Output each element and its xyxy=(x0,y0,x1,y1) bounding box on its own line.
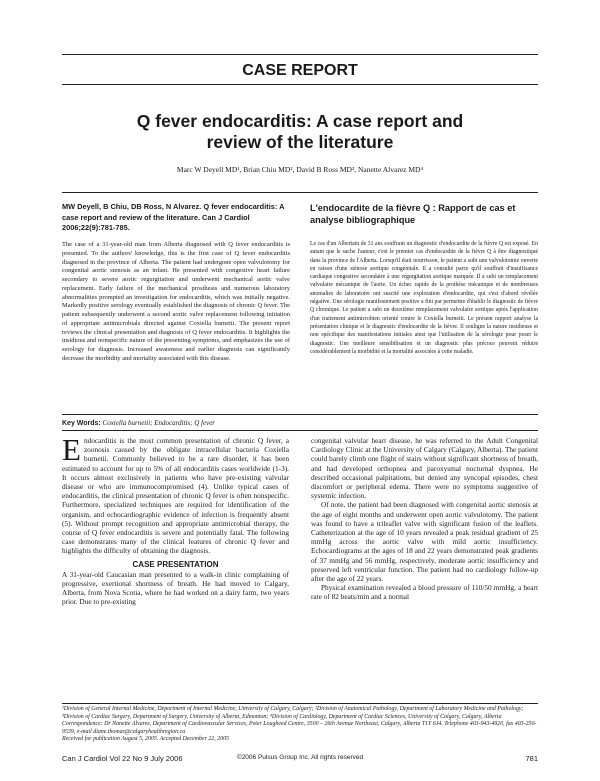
right-paragraph-2: Of note, the patient had been diagnosed with congenital aortic stenosis at the age of eight months and underwent open aortic valvulotomy. The patient was found to have a trileaflet valve with significant fusion of the leaflets. Catheterization at the age of 10 years revealed a peak residual gradient of 25 mmHg across the aortic valve with mild aortic insufficiency. Echocardiograms at the ages of 18 and 22 years demonstrated peak gradients of 37 mmHg and 56 mmHg, respectively, moderate aortic insufficiency and preserved left ventricular function. The patient had no cardiology follow-up after the age of 22 years. xyxy=(311,500,538,584)
right-paragraph-1: congenital valvular heart disease, he was referred to the Adult Congenital Cardiology Clinic at the University of Calgary (Calgary, Alberta). The patient could barely climb one flight of stairs without significant shortness of breath, and had developed orthopnea and paroxysmal nocturnal dyspnea. He described occasional palpitations, but denied any syncopal episodes, chest discomfort or peripheral edema. There were no symptoms suggestive of systemic infection. xyxy=(311,436,538,501)
top-rule xyxy=(62,54,538,55)
case-presentation-heading: CASE PRESENTATION xyxy=(132,559,219,569)
body-column-right xyxy=(311,436,538,602)
footnote-rule xyxy=(62,703,538,704)
intro-text: ndocarditis is the most common presentation of chronic Q fever, a zoonosis caused by the obligate intracellular bacteria Coxiella burnetii. Commonly believed to be a rare disorder, it has been estimated to account for up to 5% of all endocarditis cases worldwide (1-3). It occurs almost exclusively in patients who have pre-existing valvular disease or who are immunocompromised (4). Unlike typical cases of endocarditis, the clinical presentation of chronic Q fever is often nonspecific. Furthermore, specialized techniques are required for identification of the organism, and echocardiographic evidence of infection is frequently absent (5). Without prompt recognition and appropriate antimicrobial therapy, the course of Q fever endocarditis is severe and potentially fatal. The following case demonstrates many of the clinical features of chronic Q fever and highlights the difficulty of obtaining the diagnosis. xyxy=(62,436,289,556)
footnotes xyxy=(62,706,538,744)
citation: MW Deyell, B Chiu, DB Ross, N Alvarez. Q fever endocarditis: A case report and review of the literature. Can J Cardiol 2006;22(9):781-785. xyxy=(62,202,285,233)
correspondence: Correspondence: Dr Nanette Alvarez, Department of Cardiovascular Services, Peter Lougheed Centre, 3500 – 26th Avenue Northeast, Calgary, Alberta T1Y 6J4. Telephone 403-943-4920, fax 403-250-9539, e-mail diane.thomas@calgaryhealthregion.ca xyxy=(62,721,537,735)
keywords xyxy=(62,419,215,427)
keywords-label: Key Words: xyxy=(62,420,101,427)
authors-rule xyxy=(62,192,538,193)
keywords-rule-top xyxy=(62,414,538,415)
section-rule xyxy=(62,84,538,85)
case-paragraph-1: A 31-year-old Caucasian man presented to a walk-in clinic complaining of progressive, exertional shortness of breath. He had moved to Calgary, Alberta, from Nova Scotia, where he had worked on a dairy farm, two years prior. Due to pre-existing xyxy=(62,569,289,607)
journal-info: Can J Cardiol Vol 22 No 9 July 2006 xyxy=(62,754,183,763)
section-label: CASE REPORT xyxy=(242,62,358,79)
received-dates: Received for publication August 5, 2005. Accepted December 22, 2005 xyxy=(62,736,229,743)
drop-cap: E xyxy=(62,432,81,467)
french-title: L'endocardite de la fièvre Q : Rapport de cas et analyse bibliographique xyxy=(310,203,516,225)
abstract-english: The case of a 31-year-old man from Alberta diagnosed with Q fever endocarditis is presented. To the authors' knowledge, this is the first case of Q fever endocarditis diagnosed in the province of Alberta. The patient had undergone open valvulotomy for congenital aortic stenosis as an infant. He presented with congestive heart failure secondary to severe aortic regurgitation and underwent mechanical aortic valve replacement. Early failure of the mechanical prosthesis and numerous laboratory abnormalities prompted an investigation for endocarditis, which was initially negative. Markedly positive serology eventually established the diagnosis of chronic Q fever. The patient subsequently underwent a second aortic valve replacement following initiation of appropriate antimicrobials directed against Coxiella burnetii. The present report reviews the clinical presentation and diagnosis of Q fever endocarditis. It highlights the insidious and nonspecific nature of the presenting symptoms, and emphasizes the use of serology for diagnosis. Increased awareness and earlier diagnosis can significantly decrease the morbidity and mortality associated with this disease. xyxy=(62,241,290,362)
body-column-left xyxy=(62,432,289,607)
title-line-2: review of the literature xyxy=(206,132,394,152)
copyright: ©2006 Pulsus Group Inc. All rights reserved xyxy=(236,754,364,761)
keywords-text: Coxiella burnetii; Endocarditis; Q fever xyxy=(102,419,216,427)
title-line-1: Q fever endocarditis: A case report and xyxy=(136,111,464,131)
right-paragraph-3: Physical examination revealed a blood pressure of 110/50 mmHg, a heart rate of 82 beats/min and a normal xyxy=(311,583,538,602)
author-list: Marc W Deyell MD¹, Brian Chiu MD², David B Ross MD³, Nanette Alvarez MD⁴ xyxy=(176,165,424,174)
page-number: 781 xyxy=(525,754,538,763)
intro-paragraph xyxy=(62,432,289,556)
affiliations: ¹Division of General Internal Medicine, Department of Internal Medicine, University of Calgary, Calgary; ²Division of Anatomical Pathology, Department of Laboratory Medicine and Pathology; ³Division of Cardiac Surgery, Department of Surgery, University of Alberta, Edmonton; ⁴Division of Cardiology, Department of Cardiac Sciences, University of Calgary, Calgary, Alberta xyxy=(62,706,524,720)
article-title xyxy=(60,111,540,153)
abstract-french: Le cas d'un Albertain de 31 ans souffrant un diagnostic d'endocardite de la fièvre Q est exposé. En autant que le sache l'auteur, c'est le premier cas d'endocardite de la fièvre Q à être diagnostiqué dans la province de l'Alberta. Lorsqu'il était nourrisson, le patient a subi une valvulotomie ouverte en raison d'une sténose aortique congénitale. Il a consulté parce qu'il souffrait d'insuffisance cardiaque congestive secondaire à une régurgitation aortique marquée. Il a subi un remplacement valvulaire mécanique de l'aorte. Un échec rapide de la prothèse mécanique et de nombreuses anomalies de laboratoire ont suscité une exploration d'endocardite, qui s'est d'abord révélée négative. Une sérologie manifestement positive a fini par permettre d'établir le diagnostic de fièvre Q chronique. Le patient a subi un deuxième remplacement valvulaire aortique après l'application d'un traitement antimicrobien orienté contre le Coxiella burnetii. Le présent rapport analyse la présentation clinique et le diagnostic d'endocardite de la fièvre. Il souligne la nature insidieuse et non spécifique des manifestations initiales ainsi que l'utilisation de la sérologie pour poser le diagnostic. Une meilleure sensibilisation et un diagnostic plus précoce peuvent réduire considérablement la morbidité et la mortalité associées à cette maladie. xyxy=(310,241,538,355)
keywords-rule-bottom xyxy=(62,430,538,431)
